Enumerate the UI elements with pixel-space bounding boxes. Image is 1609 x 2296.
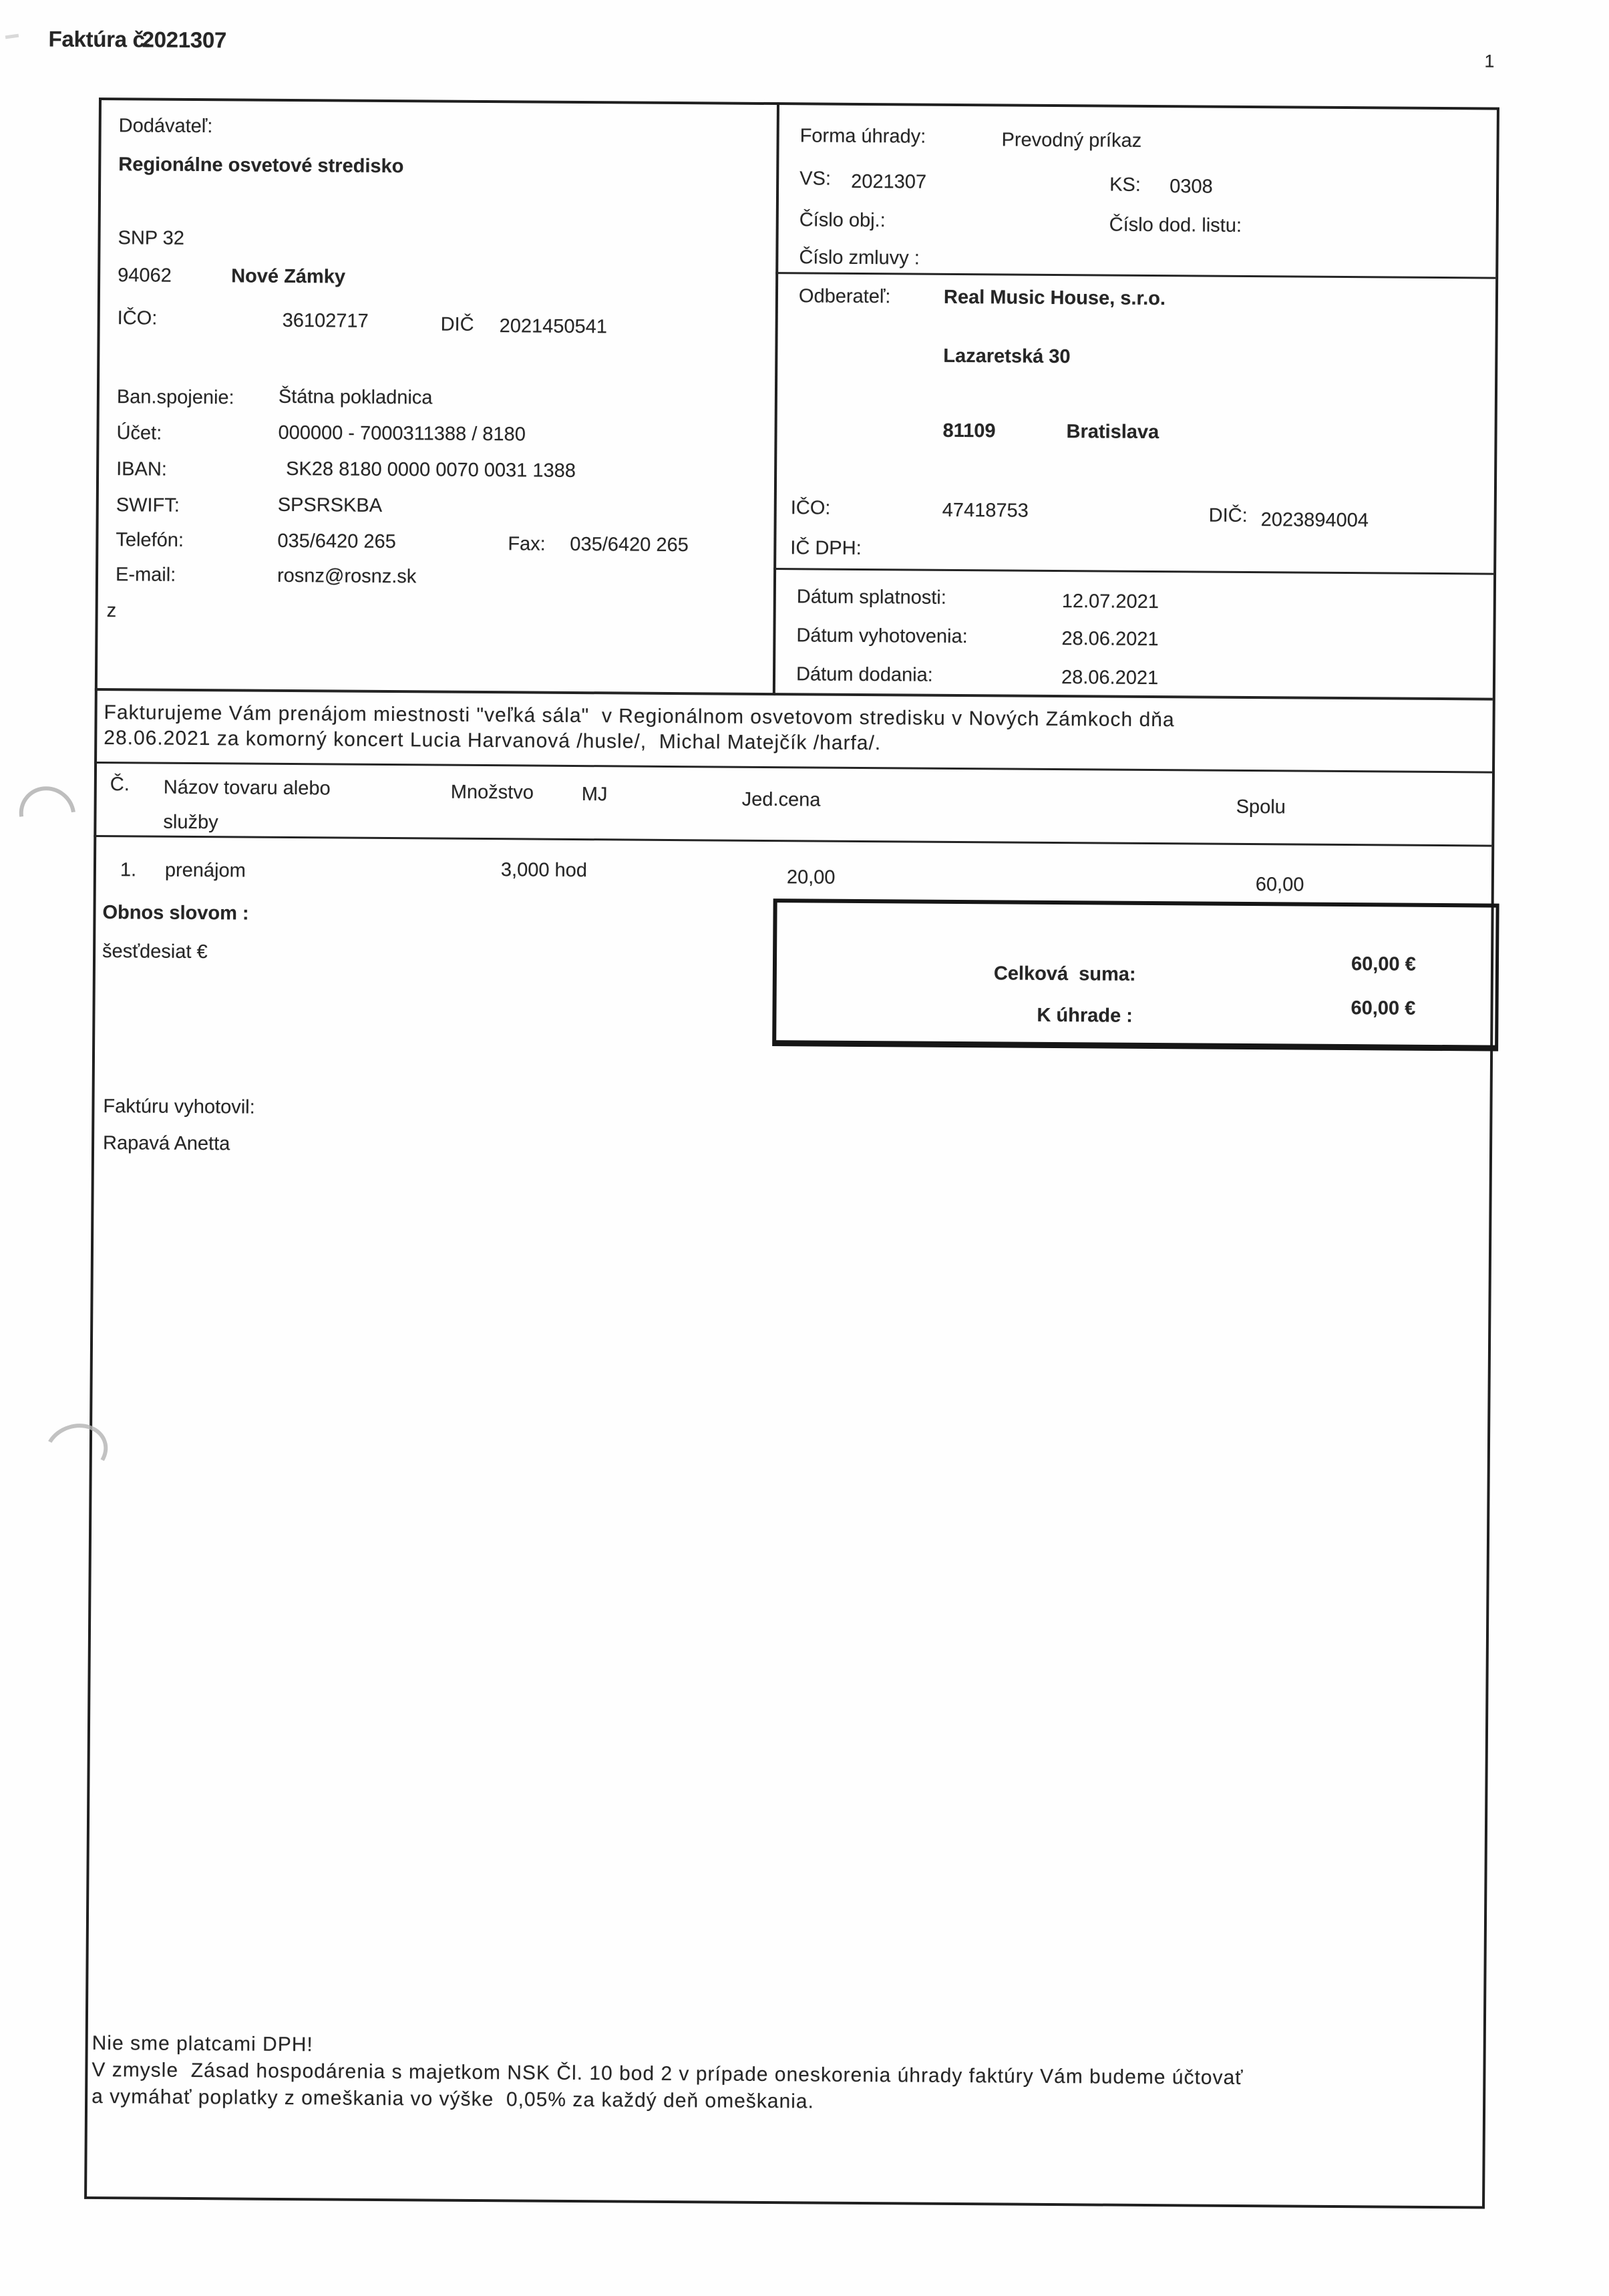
item-row-unit-price: 20,00 <box>786 866 836 888</box>
customer-city: Bratislava <box>1066 421 1159 444</box>
supplier-label: Dodávateľ: <box>118 115 213 138</box>
contract-number-label: Číslo zmluvy : <box>799 247 920 269</box>
supplier-ico: 36102717 <box>282 309 369 332</box>
amount-in-words-label: Obnos slovom : <box>102 902 249 925</box>
customer-zip: 81109 <box>942 420 996 442</box>
delivery-date-label: Dátum dodania: <box>795 663 933 686</box>
supplier-account: 000000 - 7000311388 / 8180 <box>278 422 526 446</box>
invoice-frame <box>84 98 1499 2209</box>
customer-dic-label: DIČ: <box>1208 504 1248 527</box>
customer-street: Lazaretská 30 <box>943 345 1071 368</box>
supplier-ico-label: IČO: <box>117 307 158 329</box>
supplier-phone: 035/6420 265 <box>277 530 396 553</box>
footer-note-line3: a vymáhať poplatky z omeškania vo výške 0,05% za každý deň omeškania. <box>92 2085 815 2113</box>
delivery-note-label: Číslo dod. listu: <box>1109 214 1242 236</box>
amount-due-label: K úhrade : <box>1037 1004 1133 1027</box>
issued-by-label: Faktúru vyhotovil: <box>103 1096 255 1118</box>
supplier-iban-label: IBAN: <box>116 458 168 480</box>
delivery-date: 28.06.2021 <box>1061 667 1159 689</box>
supplier-bank-label: Ban.spojenie: <box>116 386 234 409</box>
supplier-street: SNP 32 <box>118 227 185 249</box>
customer-ico: 47418753 <box>942 499 1029 522</box>
vs-value: 2021307 <box>851 170 927 193</box>
supplier-dic: 2021450541 <box>499 315 608 338</box>
supplier-swift-label: SWIFT: <box>116 494 180 516</box>
page-number: 1 <box>1484 51 1495 71</box>
supplier-dic-label: DIČ <box>440 313 474 335</box>
column-header-quantity: Množstvo <box>450 781 534 804</box>
column-header-unit-price: Jed.cena <box>741 788 821 811</box>
column-header-number: Č. <box>110 774 130 796</box>
supplier-swift: SPSRSKBA <box>277 494 383 516</box>
issue-date: 28.06.2021 <box>1061 628 1159 651</box>
item-row-quantity: 3,000 hod <box>500 859 588 882</box>
vs-label: VS: <box>799 168 832 190</box>
ks-value: 0308 <box>1170 176 1213 198</box>
customer-name: Real Music House, s.r.o. <box>943 286 1166 310</box>
due-date: 12.07.2021 <box>1061 591 1159 613</box>
supplier-bank: Štátna pokladnica <box>278 385 433 409</box>
item-row-number: 1. <box>120 859 137 881</box>
column-header-name-line1: Názov tovaru alebo <box>163 776 331 800</box>
description-line-2: 28.06.2021 za komorný koncert Lucia Harvanová /husle/, Michal Matejčík /harfa/. <box>104 727 882 755</box>
customer-label: Odberateľ: <box>798 285 891 308</box>
supplier-iban: SK28 8180 0000 0070 0031 1388 <box>286 458 576 482</box>
footer-note-line1: Nie sme platcami DPH! <box>92 2031 313 2056</box>
supplier-stray-mark: z <box>106 600 117 622</box>
footer-note-line2: V zmysle Zásad hospodárenia s majetkom NSK Čl. 10 bod 2 v prípade oneskorenia úhrady faktúry Vám budeme účtovať <box>92 2058 1244 2090</box>
supplier-city: Nové Zámky <box>231 265 346 288</box>
invoice-title-number: 2021307 <box>142 27 227 53</box>
item-row-total: 60,00 <box>1255 874 1304 896</box>
supplier-name: Regionálne osvetové stredisko <box>118 154 404 178</box>
column-header-total: Spolu <box>1236 796 1286 818</box>
order-number-label: Číslo obj.: <box>799 209 886 232</box>
description-line-1: Fakturujeme Vám prenájom miestnosti "veľká sála" v Regionálnom osvetovom stredisku v Nových Zámkoch dňa <box>104 701 1175 731</box>
grand-total-value: 60,00 € <box>1351 953 1416 975</box>
customer-dic: 2023894004 <box>1260 509 1369 532</box>
ks-label: KS: <box>1109 174 1141 196</box>
supplier-fax: 035/6420 265 <box>570 533 689 556</box>
column-header-name-line2: služby <box>163 811 218 834</box>
customer-ico-label: IČO: <box>790 497 831 519</box>
customer-icdph-label: IČ DPH: <box>790 537 862 559</box>
amount-due-value: 60,00 € <box>1351 997 1416 1019</box>
supplier-account-label: Účet: <box>116 422 162 444</box>
payment-method-label: Forma úhrady: <box>799 125 926 148</box>
supplier-phone-label: Telefón: <box>116 529 184 551</box>
amount-in-words-value: šesťdesiat € <box>102 941 208 963</box>
supplier-zip: 94062 <box>118 265 172 287</box>
supplier-email: rosnz@rosnz.sk <box>277 564 417 588</box>
grand-total-label: Celková suma: <box>993 963 1136 985</box>
supplier-email-label: E-mail: <box>115 564 176 586</box>
issue-date-label: Dátum vyhotovenia: <box>796 625 968 648</box>
payment-method: Prevodný príkaz <box>1001 129 1142 152</box>
column-header-unit: MJ <box>581 784 608 806</box>
item-row-name: prenájom <box>164 859 246 882</box>
supplier-fax-label: Fax: <box>508 533 546 555</box>
due-date-label: Dátum splatnosti: <box>796 586 946 609</box>
issued-by-name: Rapavá Anetta <box>102 1132 230 1155</box>
invoice-title-label: Faktúra č. <box>48 26 151 52</box>
